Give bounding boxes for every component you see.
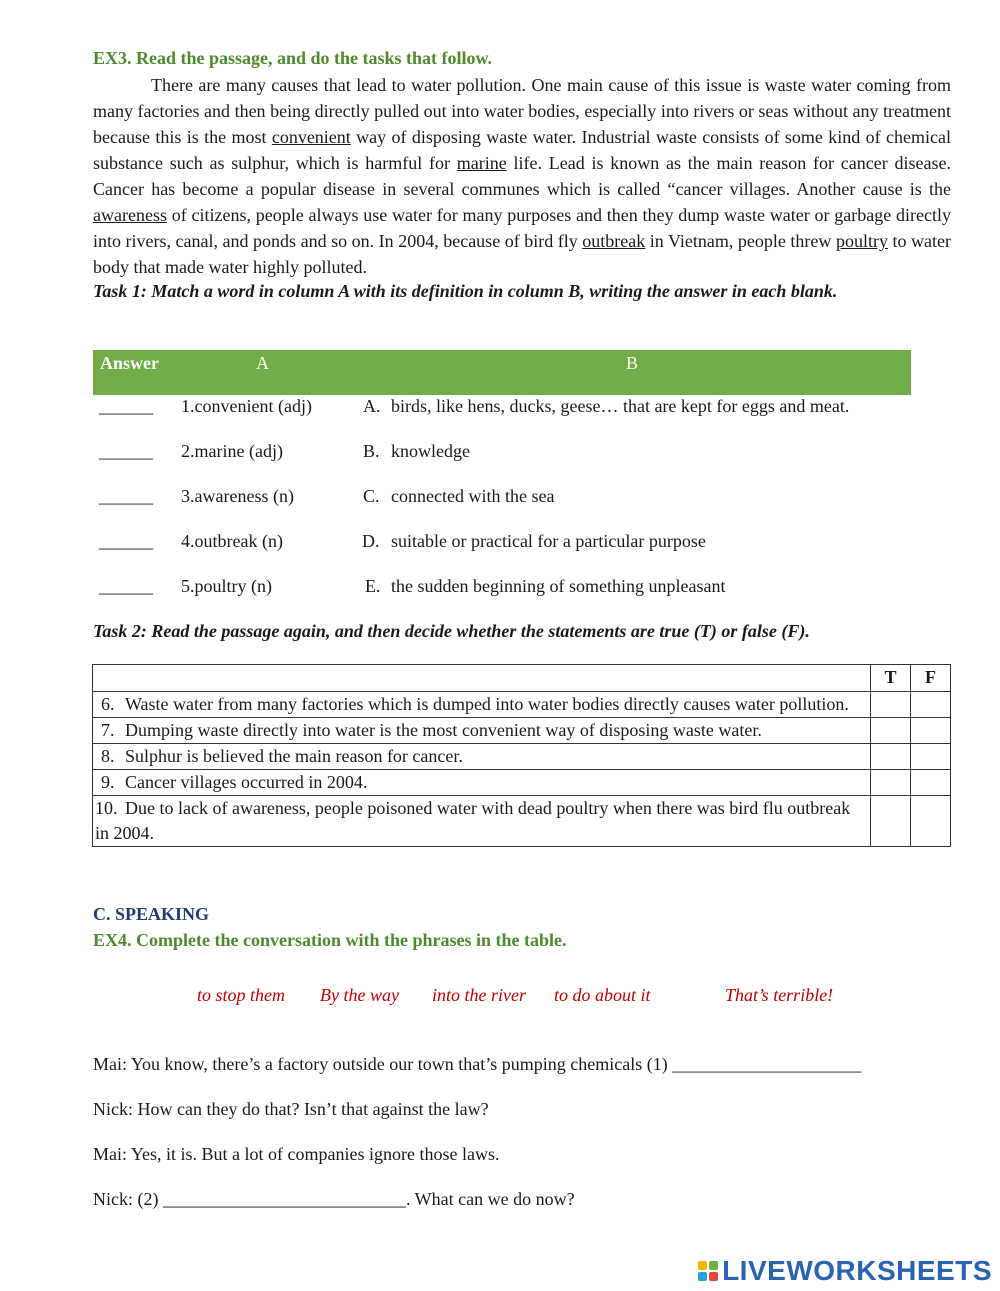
matching-row — [93, 576, 953, 602]
definition-letter: A. — [363, 396, 381, 416]
answer-blank-3[interactable]: ______ — [99, 486, 153, 506]
statement-cell — [93, 770, 871, 796]
matching-row — [93, 396, 953, 422]
true-checkbox-9[interactable] — [871, 770, 911, 796]
header-column-b: B — [626, 353, 639, 373]
statement-cell — [93, 692, 871, 718]
statement-number: 8. — [101, 746, 115, 766]
matching-table-header — [93, 350, 911, 395]
definition-letter: D. — [362, 531, 380, 551]
word-awareness: 3.awareness (n) — [181, 486, 294, 506]
statement-cell — [93, 796, 871, 847]
task2-instruction: Task 2: Read the passage again, and then decide whether the statements are true (T) or false (F). — [93, 621, 810, 641]
answer-blank-2[interactable]: ______ — [99, 441, 153, 461]
false-checkbox-9[interactable] — [911, 770, 951, 796]
false-column-header: F — [911, 665, 951, 692]
word-outbreak: 4.outbreak (n) — [181, 531, 283, 551]
phrase-option: into the river — [432, 985, 526, 1005]
matching-row — [93, 531, 953, 557]
definition-letter: C. — [363, 486, 380, 506]
section-speaking-heading: C. SPEAKING — [93, 904, 210, 924]
tf-row — [93, 692, 951, 718]
false-checkbox-8[interactable] — [911, 744, 951, 770]
liveworksheets-logo — [698, 1256, 992, 1286]
phrase-option: to do about it — [554, 985, 651, 1005]
vocab-marine: marine — [456, 153, 507, 173]
statement-text: Sulphur is believed the main reason for cancer. — [125, 746, 463, 766]
true-false-table — [92, 664, 951, 847]
statement-cell — [93, 744, 871, 770]
statement-text: Waste water from many factories which is dumped into water bodies directly causes water pollution. — [125, 694, 849, 714]
definition-letter: E. — [365, 576, 381, 596]
statement-cell — [93, 718, 871, 744]
word-marine: 2.marine (adj) — [181, 441, 283, 461]
true-column-header: T — [871, 665, 911, 692]
vocab-outbreak: outbreak — [582, 231, 646, 251]
ex4-heading: EX4. Complete the conversation with the phrases in the table. — [93, 930, 567, 950]
logo-text: LIVEWORKSHEETS — [722, 1255, 992, 1286]
vocab-awareness: awareness — [93, 205, 167, 225]
header-answer: Answer — [100, 353, 159, 373]
false-checkbox-7[interactable] — [911, 718, 951, 744]
statement-text: Dumping waste directly into water is the most convenient way of disposing waste water. — [125, 720, 762, 740]
statement-number: 7. — [101, 720, 115, 740]
true-checkbox-7[interactable] — [871, 718, 911, 744]
tf-row — [93, 718, 951, 744]
statement-number: 9. — [101, 772, 115, 792]
false-checkbox-6[interactable] — [911, 692, 951, 718]
matching-row — [93, 441, 953, 467]
statement-number: 10. — [95, 798, 118, 818]
tf-row — [93, 796, 951, 847]
phrase-option: By the way — [320, 985, 399, 1005]
tf-row — [93, 770, 951, 796]
statement-text: Due to lack of awareness, people poisoned water with dead poultry when there was bird flu outbreak in 2004. — [95, 798, 851, 843]
definition-text: the sudden beginning of something unpleasant — [391, 576, 726, 596]
ex3-heading: EX3. Read the passage, and do the tasks that follow. — [93, 48, 493, 68]
definition-text: connected with the sea — [391, 486, 555, 506]
logo-mark-icon — [698, 1261, 718, 1281]
dialog-line[interactable]: Nick: (2) ___________________________. What can we do now? — [93, 1189, 575, 1209]
header-column-a: A — [256, 353, 269, 373]
false-checkbox-10[interactable] — [911, 796, 951, 847]
true-checkbox-10[interactable] — [871, 796, 911, 847]
tf-row — [93, 744, 951, 770]
vocab-convenient: convenient — [271, 127, 351, 147]
matching-row — [93, 486, 953, 512]
dialog-line[interactable]: Mai: You know, there’s a factory outside our town that’s pumping chemicals (1) _____________________ — [93, 1054, 862, 1074]
definition-text: suitable or practical for a particular purpose — [391, 531, 706, 551]
definition-text: knowledge — [391, 441, 470, 461]
answer-blank-5[interactable]: ______ — [99, 576, 153, 596]
tf-header-row — [93, 665, 951, 692]
vocab-poultry: poultry — [835, 231, 888, 251]
dialog-line: Mai: Yes, it is. But a lot of companies ignore those laws. — [93, 1144, 500, 1164]
word-convenient: 1.convenient (adj) — [181, 396, 312, 416]
phrase-option: to stop them — [197, 985, 285, 1005]
statement-header-cell — [93, 665, 871, 692]
true-checkbox-8[interactable] — [871, 744, 911, 770]
reading-passage: There are many causes that lead to water pollution. One main cause of this issue is waste water coming from many factories and then being directly pulled out into water bodies, especially into rivers or seas without any treatment because this is the most convenient way of disposing waste water. Industrial waste consists of some kind of chemical substance such as sulphur, which is harmful for marine life. Lead is known as the main reason for cancer disease. Cancer has become a popular disease in several communes which is called “cancer villages. Another cause is the awareness of citizens, people always use water for many purposes and then they dump waste water or garbage directly into rivers, canal, and ponds and so on. In 2004, because of bird fly outbreak in Vietnam, people threw poultry to water body that made water highly polluted. — [93, 75, 951, 277]
statement-number: 6. — [101, 694, 115, 714]
answer-blank-4[interactable]: ______ — [99, 531, 153, 551]
phrase-option: That’s terrible! — [725, 985, 834, 1005]
dialog-line: Nick: How can they do that? Isn’t that against the law? — [93, 1099, 489, 1119]
definition-text: birds, like hens, ducks, geese… that are kept for eggs and meat. — [391, 396, 850, 416]
true-checkbox-6[interactable] — [871, 692, 911, 718]
word-poultry: 5.poultry (n) — [181, 576, 272, 596]
definition-letter: B. — [363, 441, 380, 461]
task1-instruction: Task 1: Match a word in column A with its definition in column B, writing the answer in each blank. — [93, 281, 838, 301]
answer-blank-1[interactable]: ______ — [99, 396, 153, 416]
statement-text: Cancer villages occurred in 2004. — [125, 772, 368, 792]
